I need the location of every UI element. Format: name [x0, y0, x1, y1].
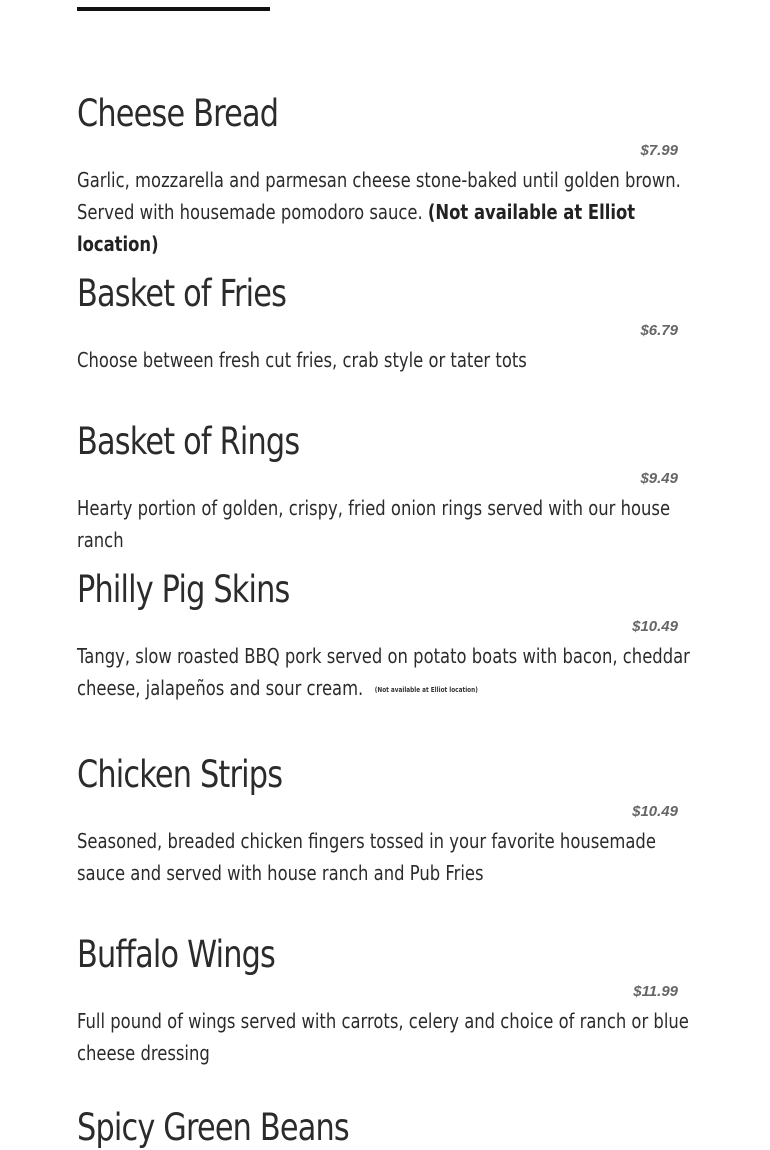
menu-item-description — [77, 164, 692, 260]
menu-item-description — [77, 344, 692, 376]
menu-item-description — [77, 1005, 692, 1069]
menu-item-price: $9.49 — [640, 470, 678, 487]
menu-item-name: Spicy Green Beans — [77, 1106, 349, 1149]
menu-item-buffalo-wings — [77, 933, 692, 1065]
description-text: Choose between fresh cut fries, crab style or tater tots — [77, 348, 527, 372]
description-text: Seasoned, breaded chicken fingers tossed in your favorite housemade sauce and served with house ranch and Pub Fries — [77, 829, 656, 885]
menu-item-description — [77, 640, 692, 706]
menu-item-name: Philly Pig Skins — [77, 568, 290, 611]
menu-item-spicy-green-beans — [77, 1106, 692, 1150]
availability-note: (Not available at Elliot location) — [374, 685, 478, 694]
menu-item-basket-of-rings — [77, 420, 692, 552]
menu-item-price: $10.49 — [632, 803, 678, 820]
menu-item-basket-of-fries — [77, 272, 692, 372]
menu-item-name: Cheese Bread — [77, 92, 279, 135]
availability-note: (Not available at Elliot location) — [77, 200, 636, 256]
description-text: Full pound of wings served with carrots, celery and choice of ranch or blue cheese dressing — [77, 1009, 689, 1065]
description-text: Hearty portion of golden, crispy, fried onion rings served with our house ranch — [77, 496, 671, 552]
menu-item-price: $10.49 — [632, 618, 678, 635]
top-divider — [77, 7, 270, 11]
menu-item-price: $11.99 — [633, 983, 678, 1000]
menu-item-chicken-strips — [77, 753, 692, 885]
menu-item-philly-pig-skins — [77, 568, 692, 700]
menu-item-price: $6.79 — [640, 322, 678, 339]
menu-item-description — [77, 825, 692, 889]
description-text: Garlic, mozzarella and parmesan cheese stone-baked until golden brown. Served with housemade pomodoro sauce. — [77, 168, 681, 224]
menu-item-name: Basket of Rings — [77, 420, 300, 463]
menu-item-cheese-bread — [77, 92, 692, 256]
menu-item-name: Chicken Strips — [77, 753, 283, 796]
menu-item-description — [77, 492, 692, 556]
menu-item-name: Basket of Fries — [77, 272, 287, 315]
menu-item-price: $7.99 — [640, 142, 678, 159]
menu-item-name: Buffalo Wings — [77, 933, 276, 976]
description-text: Tangy, slow roasted BBQ pork served on potato boats with bacon, cheddar cheese, jalapeños and sour cream. — [77, 644, 690, 700]
